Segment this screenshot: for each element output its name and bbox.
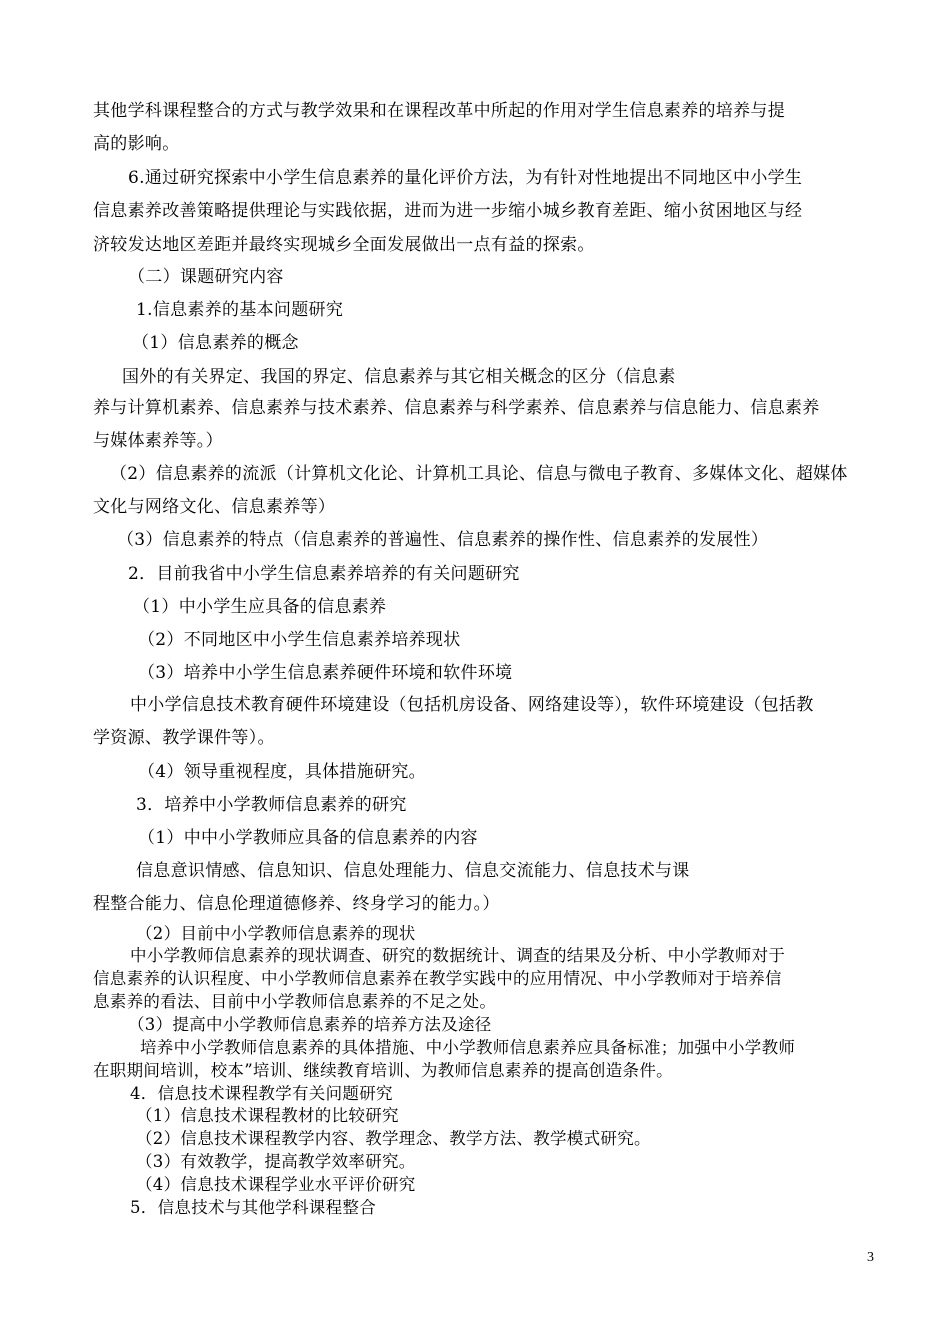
text-line: 文化与网络文化、信息素养等）: [93, 497, 336, 517]
item-heading: （2）目前中小学教师信息素养的现状: [136, 924, 416, 943]
text-line: 6.通过研究探索中小学生信息素养的量化评价方法，为有针对性地提出不同地区中小学生: [128, 168, 803, 188]
text-line: 高的影响。: [93, 134, 180, 154]
text-line: 其他学科课程整合的方式与教学效果和在课程改革中所起的作用对学生信息素养的培养与提: [93, 101, 785, 121]
text-line: （3）信息素养的特点（信息素养的普遍性、信息素养的操作性、信息素养的发展性）: [117, 530, 769, 550]
text-line: 信息意识情感、信息知识、信息处理能力、信息交流能力、信息技术与课: [136, 861, 690, 881]
text-line: 养与计算机素养、信息素养与技术素养、信息素养与科学素养、信息素养与信息能力、信息素养: [93, 398, 820, 418]
item-heading: （3）培养中小学生信息素养硬件环境和软件环境: [138, 663, 513, 683]
page-number: 3: [867, 1250, 874, 1265]
subsection-heading: 1.信息素养的基本问题研究: [136, 300, 344, 320]
subsection-heading: 3．培养中小学教师信息素养的研究: [136, 795, 407, 815]
item-heading: （1）中中小学教师应具备的信息素养的内容: [138, 828, 478, 848]
item-heading: （1）中小学生应具备的信息素养: [133, 597, 387, 617]
text-line: 息素养的看法、目前中小学教师信息素养的不足之处。: [93, 992, 497, 1011]
text-line: （2）信息素养的流派（计算机文化论、计算机工具论、信息与微电子教育、多媒体文化、超媒体: [110, 464, 848, 484]
subsection-heading: 5．信息技术与其他学科课程整合: [130, 1198, 376, 1217]
text-line: 与媒体素养等。）: [93, 431, 223, 451]
subsection-heading: 2．目前我省中小学生信息素养培养的有关问题研究: [128, 564, 520, 584]
item-heading: （3）有效教学，提高教学效率研究。: [136, 1152, 416, 1171]
item-heading: （1）信息技术课程教材的比较研究: [136, 1106, 399, 1125]
text-line: 中小学教师信息素养的现状调查、研究的数据统计、调查的结果及分析、中小学教师对于: [130, 946, 786, 965]
item-heading: （2）不同地区中小学生信息素养培养现状: [138, 630, 461, 650]
item-heading: （4）信息技术课程学业水平评价研究: [136, 1175, 416, 1194]
text-line: 国外的有关界定、我国的界定、信息素养与其它相关概念的区分（信息素: [122, 367, 676, 387]
item-heading: （3）提高中小学教师信息素养的培养方法及途径: [128, 1015, 492, 1034]
item-heading: （2）信息技术课程教学内容、教学理念、教学方法、教学模式研究。: [136, 1129, 651, 1148]
text-line: 中小学信息技术教育硬件环境建设（包括机房设备、网络建设等），软件环境建设（包括教: [130, 695, 814, 715]
text-line: 信息素养改善策略提供理论与实践依据，进而为进一步缩小城乡教育差距、缩小贫困地区与经: [93, 201, 803, 221]
text-line: 程整合能力、信息伦理道德修养、终身学习的能力。）: [93, 894, 500, 914]
subsection-heading: 4．信息技术课程教学有关问题研究: [130, 1084, 393, 1103]
text-line: 培养中小学教师信息素养的具体措施、中小学教师信息素养应具备标准；加强中小学教师: [140, 1038, 796, 1057]
text-line: 济较发达地区差距并最终实现城乡全面发展做出一点有益的探索。: [93, 235, 595, 255]
text-line: 学资源、教学课件等）。: [93, 728, 275, 748]
item-heading: （4）领导重视程度，具体措施研究。: [138, 762, 426, 782]
section-heading: （二）课题研究内容: [128, 267, 284, 287]
item-heading: （1）信息素养的概念: [132, 333, 299, 353]
text-line: 在职期间培训，校本”培训、继续教育培训、为教师信息素养的提高创造条件。: [93, 1061, 673, 1080]
text-line: 信息素养的认识程度、中小学教师信息素养在教学实践中的应用情况、中小学教师对于培养信: [93, 969, 782, 988]
